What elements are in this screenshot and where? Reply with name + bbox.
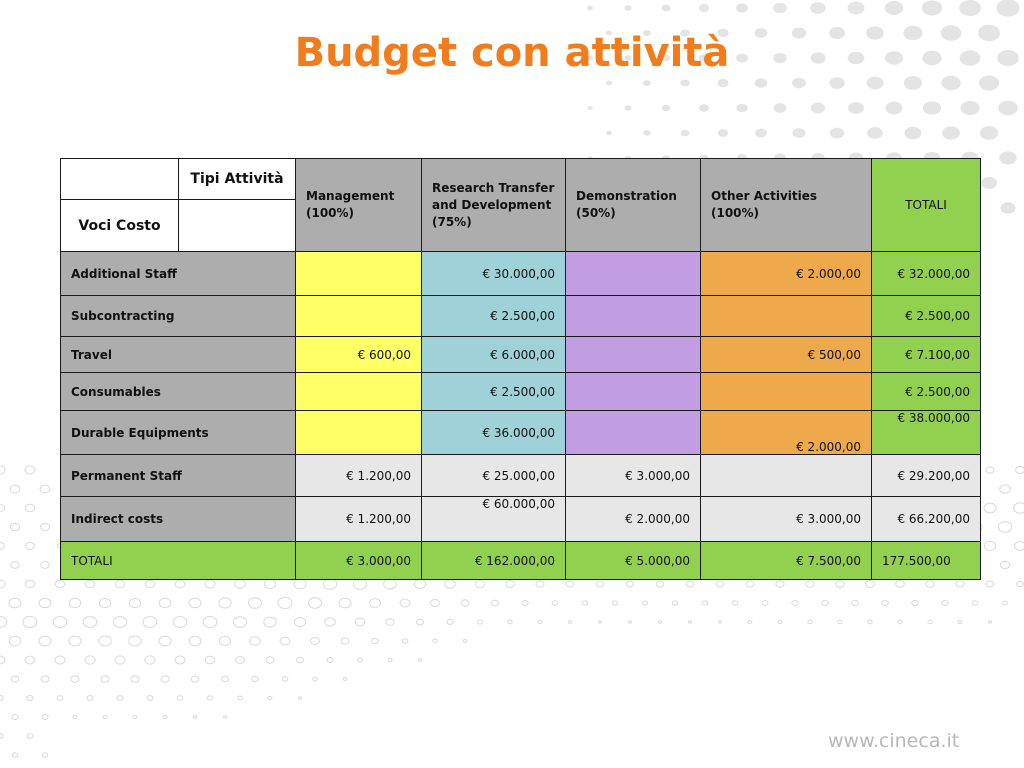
total-management: € 3.000,00: [296, 542, 422, 580]
col-header-line: (100%): [306, 206, 355, 220]
footer-url: www.cineca.it: [828, 730, 960, 752]
cell-demonstration: [566, 252, 701, 296]
cell-management: [296, 296, 422, 337]
row-label: Travel: [61, 337, 296, 373]
cell-management: € 1.200,00: [296, 455, 422, 497]
row-label: Permanent Staff: [61, 455, 296, 497]
table-row: [61, 411, 981, 455]
cell-total: € 29.200,00: [872, 455, 981, 497]
cell-other: [701, 455, 872, 497]
cell-other: [701, 296, 872, 337]
cell-total: € 38.000,00: [872, 411, 981, 455]
cell-management: € 600,00: [296, 337, 422, 373]
cell-demonstration: [566, 411, 701, 455]
table-row: [61, 455, 981, 497]
cell-management: [296, 252, 422, 296]
cell-other: € 3.000,00: [701, 497, 872, 542]
cell-other: € 2.000,00: [701, 411, 872, 455]
cell-demonstration: [566, 337, 701, 373]
col-header-research: [422, 159, 566, 252]
cell-demonstration: € 3.000,00: [566, 455, 701, 497]
grand-total: 177.500,00: [872, 542, 981, 580]
row-label: Consumables: [61, 373, 296, 411]
slide-title: Budget con attività: [294, 30, 730, 76]
cell-research: € 36.000,00: [422, 411, 566, 455]
cell-total: € 66.200,00: [872, 497, 981, 542]
col-header-line: Research Transfer: [432, 180, 555, 195]
total-research: € 162.000,00: [422, 542, 566, 580]
corner-empty-cell: [179, 200, 296, 252]
col-header-line: (100%): [711, 206, 760, 220]
cell-other: € 500,00: [701, 337, 872, 373]
table-row: [61, 296, 981, 337]
budget-table: [60, 158, 981, 580]
col-header-line: Demonstration: [576, 189, 677, 203]
cell-management: € 1.200,00: [296, 497, 422, 542]
cell-research: € 25.000,00: [422, 455, 566, 497]
cell-research: € 60.000,00: [422, 497, 566, 542]
cell-total: € 7.100,00: [872, 337, 981, 373]
table-row: [61, 373, 981, 411]
table-row: [61, 252, 981, 296]
cell-research: € 2.500,00: [422, 373, 566, 411]
col-header-line: and Development: [432, 197, 552, 212]
col-header-demonstration: [566, 159, 701, 252]
col-header-line: Other Activities: [711, 189, 818, 203]
col-header-management: [296, 159, 422, 252]
col-header-line: (50%): [576, 206, 616, 220]
row-label: Subcontracting: [61, 296, 296, 337]
cell-research: € 6.000,00: [422, 337, 566, 373]
cell-demonstration: [566, 373, 701, 411]
cell-research: € 2.500,00: [422, 296, 566, 337]
cell-management: [296, 411, 422, 455]
totals-row: [61, 542, 981, 580]
totals-row-label: TOTALI: [61, 542, 296, 580]
corner-empty-cell: [61, 159, 179, 200]
cell-other: [701, 373, 872, 411]
cell-demonstration: € 2.000,00: [566, 497, 701, 542]
cell-other: € 2.000,00: [701, 252, 872, 296]
table-row: [61, 337, 981, 373]
cell-total: € 32.000,00: [872, 252, 981, 296]
row-label: Indirect costs: [61, 497, 296, 542]
cell-total: € 2.500,00: [872, 296, 981, 337]
cell-total: € 2.500,00: [872, 373, 981, 411]
total-demonstration: € 5.000,00: [566, 542, 701, 580]
cell-research: € 30.000,00: [422, 252, 566, 296]
col-header-line: Management: [306, 189, 395, 203]
cell-demonstration: [566, 296, 701, 337]
cell-management: [296, 373, 422, 411]
row-label: Durable Equipments: [61, 411, 296, 455]
table-row: [61, 497, 981, 542]
total-other: € 7.500,00: [701, 542, 872, 580]
col-header-totali: TOTALI: [872, 159, 981, 252]
corner-voci-costo: Voci Costo: [61, 200, 179, 252]
corner-tipi-attivita: Tipi Attività: [179, 159, 296, 200]
col-header-other: [701, 159, 872, 252]
row-label: Additional Staff: [61, 252, 296, 296]
col-header-line: (75%): [432, 214, 472, 229]
header-row-top: [61, 159, 981, 200]
